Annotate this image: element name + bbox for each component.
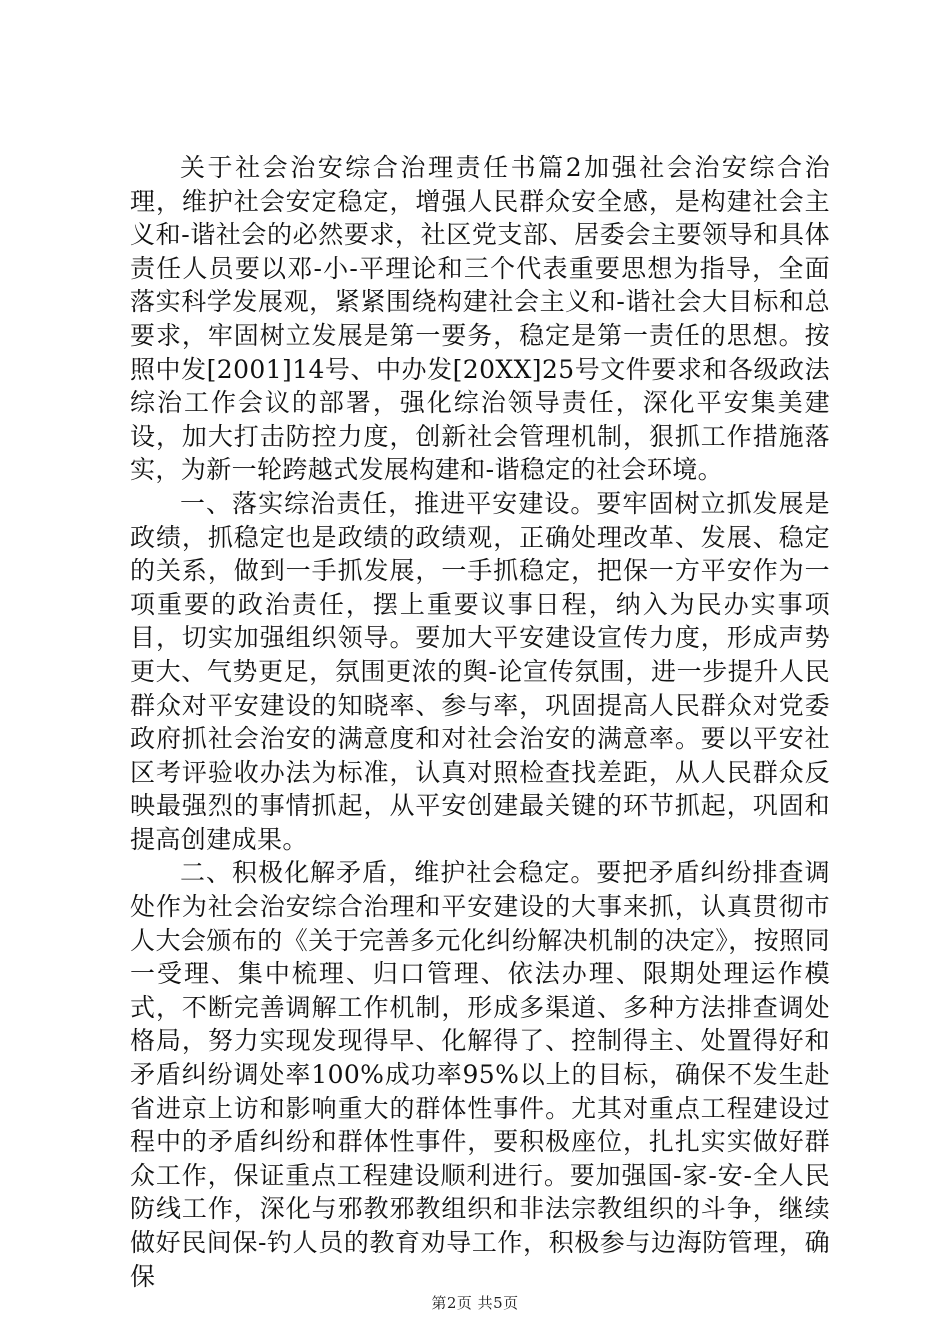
document-body <box>130 151 830 1293</box>
paragraph-section-2: 二、积极化解矛盾，维护社会稳定。要把矛盾纠纷排查调处作为社会治安综合治理和平安建设的大事来抓，认真贯彻市人大会颁布的《关于完善多元化纠纷解决机制的决定》，按照同一受理、集中梳理、归口管理、依法办理、限期处理运作模式，不断完善调解工作机制，形成多渠道、多种方法排查调处格局，努力实现发现得早、化解得了、控制得主、处置得好和矛盾纠纷调处率100%成功率95%以上的目标，确保不发生赴省进京上访和影响重大的群体性事件。尤其对重点工程建设过程中的矛盾纠纷和群体性事件，要积极座位，扎扎实实做好群众工作，保证重点工程建设顺利进行。要加强国-家-安-全人民防线工作，深化与邪教邪教组织和非法宗教组织的斗争，继续做好民间保-钓人员的教育劝导工作，积极参与边海防管理，确保 <box>130 858 830 1291</box>
paragraph-intro: 关于社会治安综合治理责任书篇2加强社会治安综合治理，维护社会安定稳定，增强人民群众安全感，是构建社会主义和-谐社会的必然要求，社区党支部、居委会主要领导和具体责任人员要以邓-小-平理论和三个代表重要思想为指导，全面落实科学发展观，紧紧围绕构建社会主义和-谐社会大目标和总要求，牢固树立发展是第一要务，稳定是第一责任的思想。按照中发[2001]14号、中办发[20XX]25号文件要求和各级政法综治工作会议的部署，强化综治领导责任，深化平安集美建设，加大打击防控力度，创新社会管理机制，狠抓工作措施落实，为新一轮跨越式发展构建和-谐稳定的社会环境。 <box>130 153 830 485</box>
page-number-footer: 第2页 共5页 <box>431 1294 519 1312</box>
paragraph-section-1: 一、落实综治责任，推进平安建设。要牢固树立抓发展是政绩，抓稳定也是政绩的政绩观，正确处理改革、发展、稳定的关系，做到一手抓发展，一手抓稳定，把保一方平安作为一项重要的政治责任，摆上重要议事日程，纳入为民办实事项目，切实加强组织领导。要加大平安建设宣传力度，形成声势更大、气势更足，氛围更浓的舆-论宣传氛围，进一步提升人民群众对平安建设的知晓率、参与率，巩固提高人民群众对党委政府抓社会治安的满意度和对社会治安的满意率。要以平安社区考评验收办法为标准，认真对照检查找差距，从人民群众反映最强烈的事情抓起，从平安创建最关键的环节抓起，巩固和提高创建成果。 <box>130 488 830 854</box>
